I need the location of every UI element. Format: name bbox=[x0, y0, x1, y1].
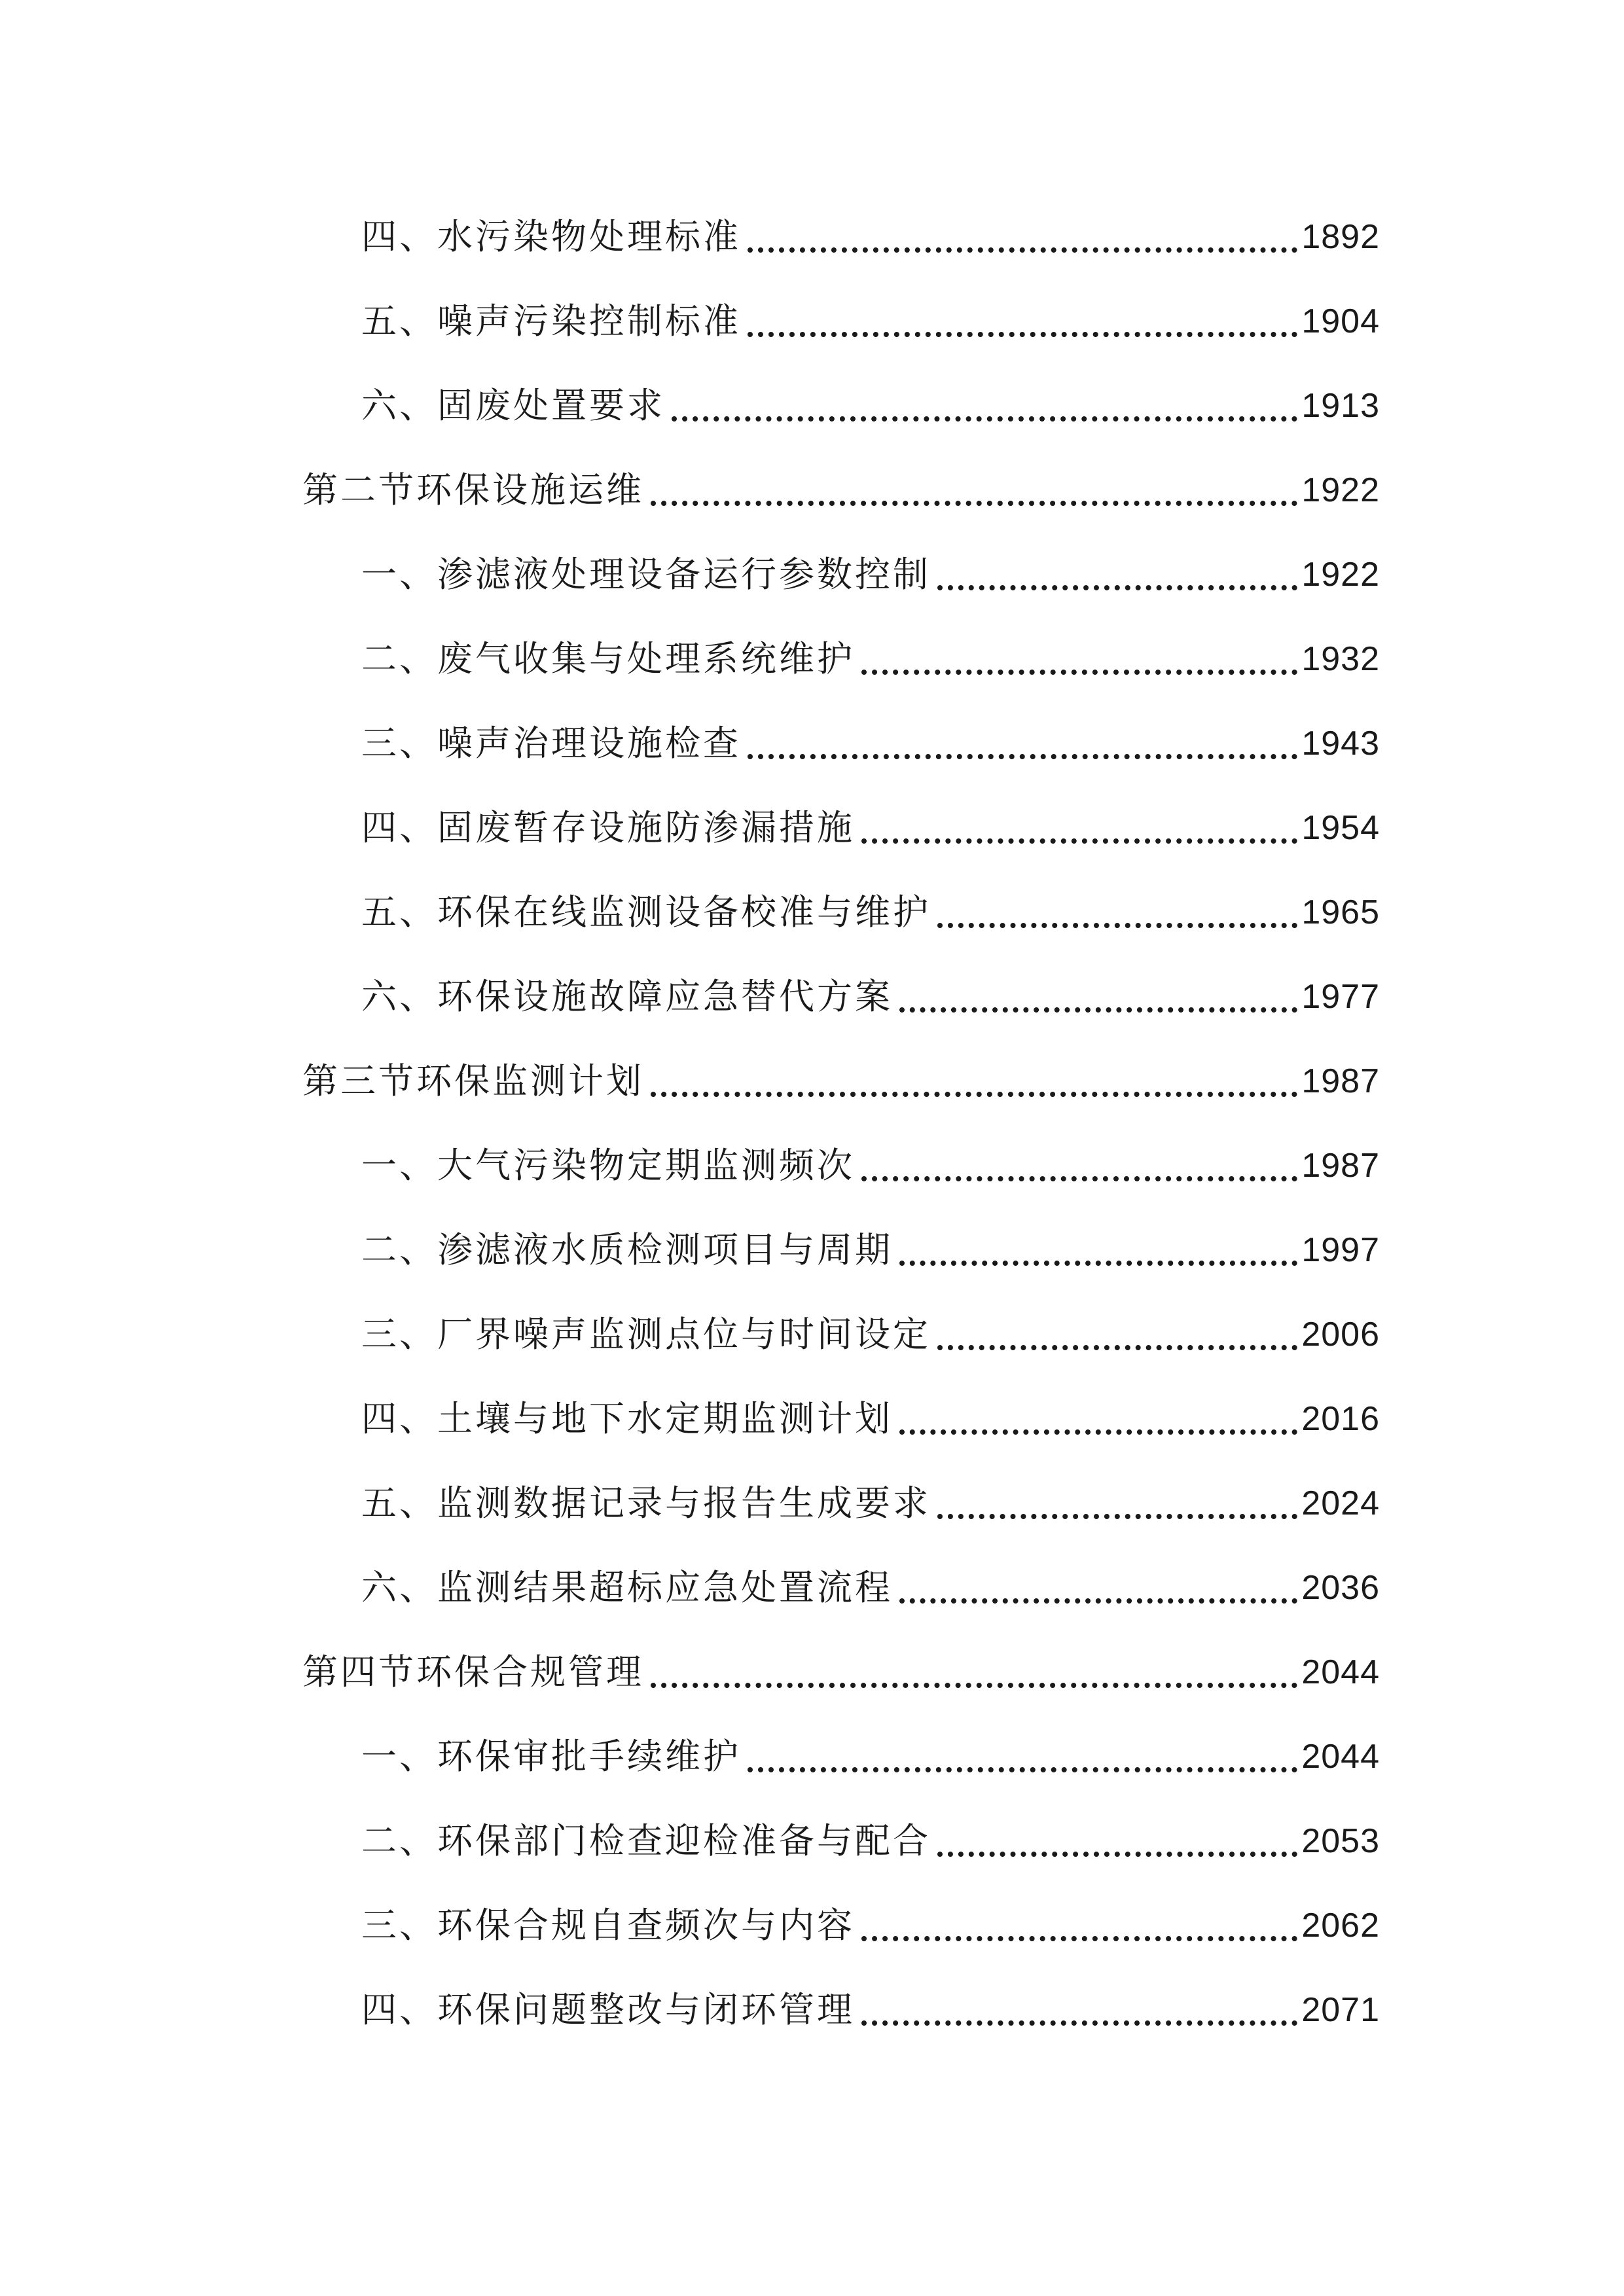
toc-dot-leader bbox=[937, 585, 1297, 590]
toc-entry-page-number: 2071 bbox=[1301, 1991, 1380, 2029]
toc-dot-leader bbox=[937, 923, 1297, 928]
toc-entry-title: 二、废气收集与处理系统维护 bbox=[361, 638, 855, 679]
toc-entry-page-number: 1987 bbox=[1301, 1147, 1380, 1185]
toc-dot-leader bbox=[748, 1767, 1297, 1772]
toc-entry-title: 二、环保部门检查迎检准备与配合 bbox=[361, 1820, 931, 1861]
toc-entry-title: 四、环保问题整改与闭环管理 bbox=[361, 1989, 855, 2030]
toc-entry-title: 五、噪声污染控制标准 bbox=[361, 300, 741, 342]
toc-entry[interactable] bbox=[361, 1815, 1380, 1867]
toc-entry-title: 第四节环保合规管理 bbox=[302, 1651, 644, 1693]
toc-dot-leader bbox=[937, 1345, 1297, 1350]
toc-dot-leader bbox=[748, 754, 1297, 759]
toc-dot-leader bbox=[672, 416, 1297, 422]
toc-dot-leader bbox=[861, 1176, 1297, 1181]
toc-entry-title: 第三节环保监测计划 bbox=[302, 1060, 644, 1102]
toc-entry-page-number: 1922 bbox=[1301, 471, 1380, 509]
toc-entry-title: 一、渗滤液处理设备运行参数控制 bbox=[361, 554, 931, 595]
toc-entry-page-number: 1922 bbox=[1301, 556, 1380, 594]
toc-entry-page-number: 2044 bbox=[1301, 1653, 1380, 1691]
toc-section-entry[interactable] bbox=[302, 464, 1380, 516]
toc-entry[interactable] bbox=[361, 802, 1380, 854]
toc-entry[interactable] bbox=[361, 1139, 1380, 1192]
toc-entry-title: 五、监测数据记录与报告生成要求 bbox=[361, 1482, 931, 1524]
toc-dot-leader bbox=[861, 2020, 1297, 2026]
toc-dot-leader bbox=[861, 838, 1297, 844]
toc-entry-page-number: 1943 bbox=[1301, 725, 1380, 762]
toc-dot-leader bbox=[899, 1261, 1297, 1266]
toc-entry-title: 六、监测结果超标应急处置流程 bbox=[361, 1567, 893, 1608]
toc-section-entry[interactable] bbox=[302, 1646, 1380, 1698]
toc-entry[interactable] bbox=[361, 1308, 1380, 1361]
toc-dot-leader bbox=[899, 1007, 1297, 1013]
toc-entry-page-number: 1892 bbox=[1301, 218, 1380, 256]
toc-entry-page-number: 1904 bbox=[1301, 302, 1380, 340]
toc-dot-leader bbox=[899, 1598, 1297, 1604]
toc-entry-page-number: 1913 bbox=[1301, 387, 1380, 425]
toc-entry-page-number: 1987 bbox=[1301, 1062, 1380, 1100]
toc-entry[interactable] bbox=[361, 717, 1380, 770]
toc-entry-page-number: 1997 bbox=[1301, 1231, 1380, 1269]
toc-entry-title: 四、土壤与地下水定期监测计划 bbox=[361, 1398, 893, 1439]
toc-entry-title: 第二节环保设施运维 bbox=[302, 469, 644, 511]
toc-entry-title: 六、固废处置要求 bbox=[361, 385, 665, 426]
toc-entry-title: 三、厂界噪声监测点位与时间设定 bbox=[361, 1314, 931, 1355]
toc-entry[interactable] bbox=[361, 1224, 1380, 1276]
toc-dot-leader bbox=[748, 247, 1297, 253]
toc-entry[interactable] bbox=[361, 971, 1380, 1023]
toc-dot-leader bbox=[861, 1936, 1297, 1941]
toc-entry-title: 三、噪声治理设施检查 bbox=[361, 723, 741, 764]
toc-entry[interactable] bbox=[361, 295, 1380, 348]
toc-entry[interactable] bbox=[361, 1393, 1380, 1445]
toc-entry-title: 一、大气污染物定期监测频次 bbox=[361, 1145, 855, 1186]
toc-entry[interactable] bbox=[361, 633, 1380, 685]
toc-dot-leader bbox=[651, 1683, 1297, 1688]
toc-entry-page-number: 2024 bbox=[1301, 1484, 1380, 1522]
toc-entry[interactable] bbox=[361, 548, 1380, 601]
toc-entry-title: 三、环保合规自查频次与内容 bbox=[361, 1905, 855, 1946]
toc-entry-page-number: 2016 bbox=[1301, 1400, 1380, 1438]
toc-entry-title: 二、渗滤液水质检测项目与周期 bbox=[361, 1229, 893, 1270]
toc-dot-leader bbox=[937, 1852, 1297, 1857]
toc-entry-page-number: 1977 bbox=[1301, 978, 1380, 1016]
toc-entry-page-number: 2062 bbox=[1301, 1907, 1380, 1945]
toc-entry-title: 五、环保在线监测设备校准与维护 bbox=[361, 891, 931, 933]
toc-entry[interactable] bbox=[361, 1899, 1380, 1952]
toc-entry[interactable] bbox=[361, 1562, 1380, 1614]
toc-entry[interactable] bbox=[361, 1731, 1380, 1783]
toc-entry[interactable] bbox=[361, 1984, 1380, 2036]
toc-dot-leader bbox=[651, 1092, 1297, 1097]
toc-entry-title: 六、环保设施故障应急替代方案 bbox=[361, 976, 893, 1017]
toc-entry-title: 四、固废暂存设施防渗漏措施 bbox=[361, 807, 855, 848]
toc-dot-leader bbox=[861, 670, 1297, 675]
toc-dot-leader bbox=[899, 1429, 1297, 1435]
toc-entry-page-number: 2044 bbox=[1301, 1738, 1380, 1776]
toc-entry-page-number: 1932 bbox=[1301, 640, 1380, 678]
toc-entry[interactable] bbox=[361, 380, 1380, 432]
toc-entry-title: 一、环保审批手续维护 bbox=[361, 1736, 741, 1777]
toc-entry-page-number: 2053 bbox=[1301, 1822, 1380, 1860]
toc-entry-page-number: 2036 bbox=[1301, 1569, 1380, 1607]
toc-entry-page-number: 1954 bbox=[1301, 809, 1380, 847]
toc-dot-leader bbox=[748, 332, 1297, 337]
toc-dot-leader bbox=[651, 501, 1297, 506]
toc-entry-page-number: 2006 bbox=[1301, 1316, 1380, 1354]
toc-entry-title: 四、水污染物处理标准 bbox=[361, 216, 741, 257]
toc-entry[interactable] bbox=[361, 886, 1380, 939]
toc-entry[interactable] bbox=[361, 211, 1380, 263]
toc-section-entry[interactable] bbox=[302, 1055, 1380, 1107]
toc-entry-page-number: 1965 bbox=[1301, 893, 1380, 931]
toc-dot-leader bbox=[937, 1514, 1297, 1519]
toc-entry[interactable] bbox=[361, 1477, 1380, 1530]
